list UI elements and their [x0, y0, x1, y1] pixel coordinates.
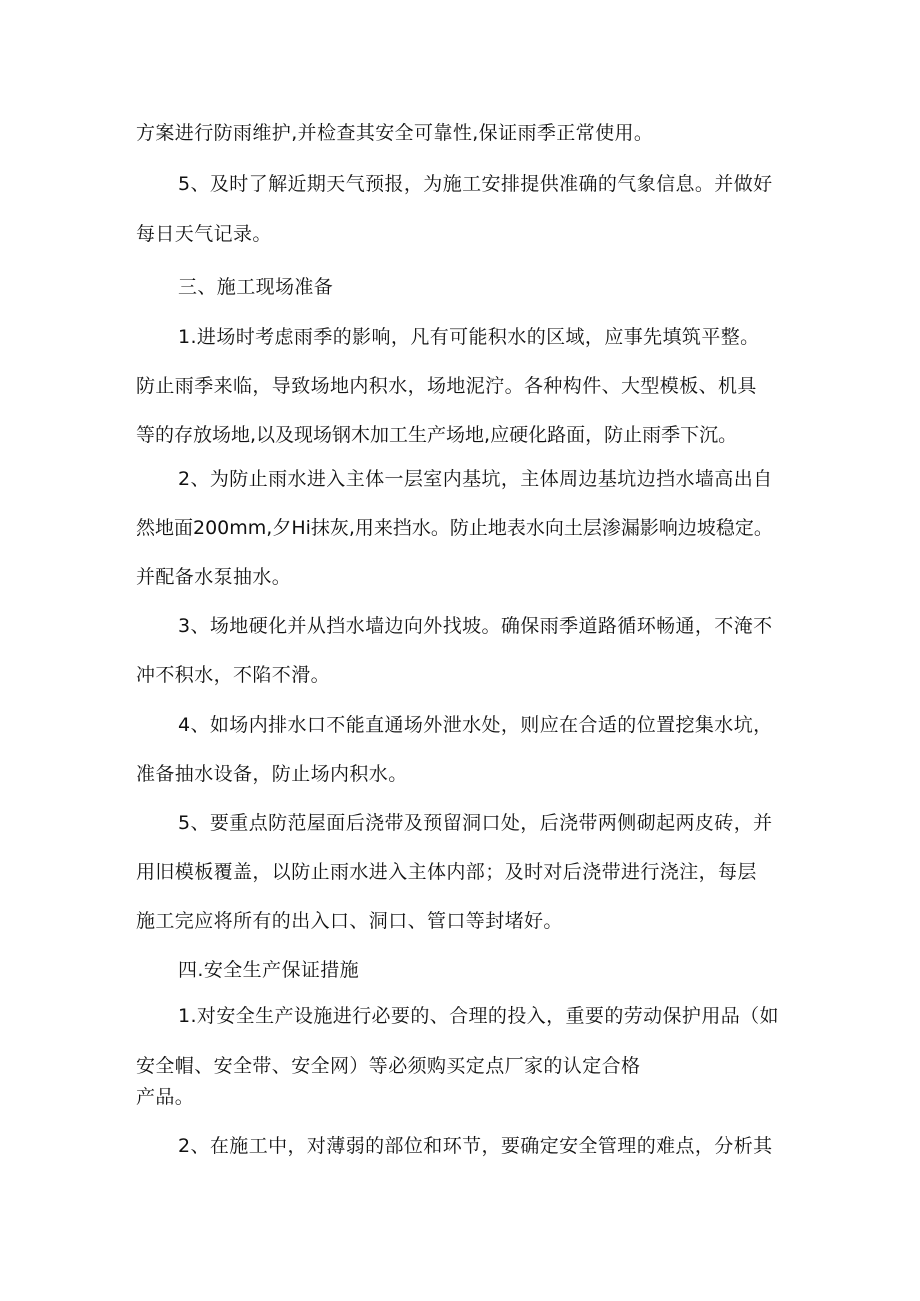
text-line: 冲不积水，不陷不滑。 — [136, 664, 331, 686]
text-line: 3、场地硬化并从挡水墙边向外找坡。确保雨季道路循环畅通，不淹不 — [178, 615, 773, 637]
text-line: 5、及时了解近期天气预报，为施工安排提供准确的气象信息。并做好 — [178, 173, 773, 195]
text-line: 并配备水泵抽水。 — [136, 566, 292, 588]
text-line: 4、如场内排水口不能直通场外泄水处，则应在合适的位置挖集水坑， — [178, 714, 773, 736]
text-line: 每日天气记录。 — [136, 223, 272, 245]
text-line: 准备抽水设备，防止场内积水。 — [136, 763, 408, 785]
text-line: 产品。 — [136, 1086, 195, 1108]
section-heading: 四.安全生产保证措施 — [178, 959, 360, 981]
text-line: 施工完应将所有的出入口、洞口、管口等封堵好。 — [136, 910, 563, 932]
text-line: 5、要重点防范屋面后浇带及预留洞口处，后浇带两侧砌起两皮砖，并 — [178, 812, 773, 834]
text-line: 方案进行防雨维护,并检查其安全可靠性,保证雨季正常使用。 — [136, 122, 654, 144]
text-line: 1.进场时考虑雨季的影响，凡有可能积水的区域，应事先填筑平整。 — [178, 326, 760, 348]
section-heading: 三、施工现场准备 — [178, 276, 334, 298]
text-line: 防止雨季来临，导致场地内积水，场地泥泞。各种构件、大型模板、机具 — [136, 375, 757, 397]
text-line: 2、为防止雨水进入主体一层室内基坑，主体周边基坑边挡水墙高出自 — [178, 468, 773, 490]
text-line: 2、在施工中，对薄弱的部位和环节，要确定安全管理的难点，分析其 — [178, 1135, 773, 1157]
text-line: 安全帽、安全带、安全网）等必须购买定点厂家的认定合格 — [136, 1055, 641, 1077]
text-line: 1.对安全生产设施进行必要的、合理的投入，重要的劳动保护用品（如 — [178, 1005, 779, 1027]
text-line: 然地面200mm,夕Hi抹灰,用来挡水。防止地表水向土层渗漏影响边坡稳定。 — [136, 517, 773, 539]
text-line: 用旧模板覆盖，以防止雨水进入主体内部；及时对后浇带进行浇注，每层 — [136, 861, 757, 883]
text-line: 等的存放场地,以及现场钢木加工生产场地,应硬化路面，防止雨季下沉。 — [136, 424, 738, 446]
